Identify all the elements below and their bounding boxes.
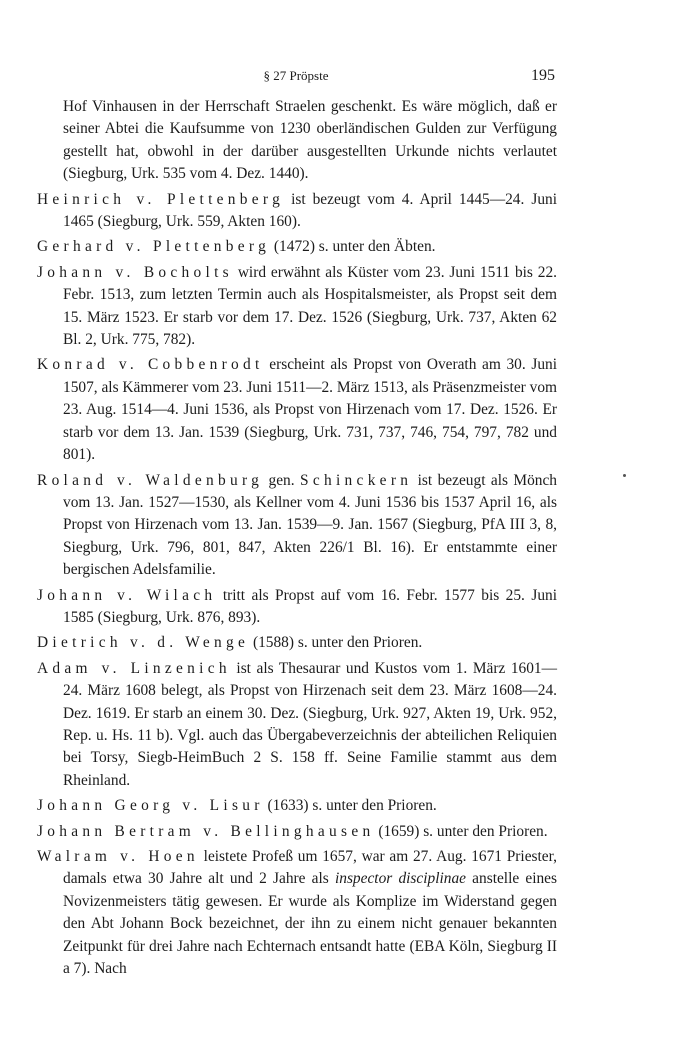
provost-entry bbox=[37, 821, 557, 843]
person-name: Heinrich v. Plettenberg bbox=[37, 190, 285, 208]
person-name: Johann v. Bocholts bbox=[37, 263, 233, 281]
entry-text: (1633) s. unter den Prioren. bbox=[263, 797, 437, 815]
provost-entry bbox=[37, 354, 557, 466]
entry-text: (1588) s. unter den Prioren. bbox=[249, 634, 423, 652]
provost-entry bbox=[37, 632, 557, 654]
provost-entry bbox=[37, 658, 557, 792]
provost-entry bbox=[37, 795, 557, 817]
entry-text: anstelle eines Novizenmeisters tätig gewesen. Er wurde als Komplize im Widerstand gegen den Abt Johann Bock bezeichnet, der ihn zu einem nicht genauer bekannten Zeitpunkt für drei Jahre nach Echternach entsandt hatte (EBA Köln, Siegburg II a 7). Nach bbox=[63, 870, 557, 978]
person-name: Schinckern bbox=[300, 471, 413, 489]
entry-text: (1472) s. unter den Äbten. bbox=[270, 238, 436, 256]
person-name: Dietrich v. d. Wenge bbox=[37, 634, 250, 652]
person-name: Johann Bertram v. Bellinghausen bbox=[37, 822, 375, 840]
entry-text: wird erwähnt als Küster vom 23. Juni 1511 bis 22. Febr. 1513, zum letzten Termin auch als Hospitalsmeister, als Propst seit dem 15. März 1523. Er starb vor dem 17. Dez. 1526 (Siegburg, Urk. 737, Akten 62 Bl. 2, Urk. 775, 782). bbox=[63, 263, 557, 349]
person-name: Johann v. Wilach bbox=[37, 586, 217, 604]
person-name: Walram v. Hoen bbox=[37, 848, 199, 865]
entry-text: ist als Thesaurar und Kustos vom 1. März 1601—24. März 1608 belegt, als Propst von Hirzenach seit dem 23. März 1608—24. Dez. 1619. Er starb an einem 30. Dez. (Siegburg, Urk. 927, Akten 19, Urk. 952, Rep. u. Hs. 11 b). Vgl. auch das Übergabeverzeichnis der abteilichen Reliquien bei Torsy, Siegb-HeimBuch 2 S. 158 ff. Seine Familie stammt aus dem Rheinland. bbox=[63, 659, 557, 789]
person-name: Johann Georg v. Lisur bbox=[37, 797, 264, 815]
provost-entry bbox=[37, 585, 557, 630]
stray-mark bbox=[623, 474, 626, 477]
provost-entry bbox=[37, 846, 557, 980]
entry-text: (1659) s. unter den Prioren. bbox=[374, 822, 548, 840]
provost-entry bbox=[37, 262, 557, 352]
entry-text: Hof Vinhausen in der Herrschaft Straelen geschenkt. Es wäre möglich, daß er seiner Abtei die Kaufsumme von 1230 oberländischen Gulden zur Verfügung gestellt hat, obwohl in der darüber ausgestellten Urkunde nichts verlautet (Siegburg, Urk. 535 vom 4. Dez. 1440). bbox=[63, 98, 557, 183]
entry-text: tritt als Propst auf vom 16. Febr. 1577 bis 25. Juni 1585 (Siegburg, Urk. 876, 893). bbox=[63, 586, 557, 626]
entry-text: leistete Profeß um 1657, war am 27. Aug. 1671 Priester, damals etwa 30 Jahre alt und 2 Jahre als bbox=[63, 848, 557, 888]
provost-entry bbox=[37, 189, 557, 234]
entry-text: gen. bbox=[263, 471, 300, 489]
person-name: Gerhard v. Plettenberg bbox=[37, 238, 271, 256]
entry-text: ist bezeugt vom 4. April 1445—24. Juni 1465 (Siegburg, Urk. 559, Akten 160). bbox=[63, 190, 557, 231]
section-title: § 27 Pröpste bbox=[263, 68, 329, 83]
person-name: Konrad v. Cobbenrodt bbox=[37, 356, 264, 374]
entry-text: erscheint als Propst von Overath am 30. Juni 1507, als Kämmerer vom 23. Juni 1511—2. März 1513, als Präsenzmeister vom 23. Aug. 1514—4. Juni 1536, als Propst von Hirzenach vom 17. Dez. 1526. Er starb vor dem 13. Jan. 1539 (Siegburg, Urk. 731, 737, 746, 754, 797, 782 und 801). bbox=[63, 356, 557, 464]
running-header bbox=[37, 66, 555, 86]
entry-text: ist bezeugt als Mönch vom 13. Jan. 1527—1530, als Kellner vom 4. Juni 1536 bis 1537 April 16, als Propst von Hirzenach vom 13. Jan. 1539—9. Jan. 1567 (Siegburg, PfA III 3, 8, Siegburg, Urk. 796, 801, 847, Akten 226/1 Bl. 16). Er entstammte einer bergischen Adelsfamilie. bbox=[63, 471, 557, 579]
provost-entry bbox=[37, 470, 557, 582]
continued-paragraph bbox=[37, 96, 557, 186]
provost-entry bbox=[37, 236, 557, 258]
latin-term: inspector disciplinae bbox=[334, 870, 466, 888]
person-name: Roland v. Waldenburg bbox=[37, 471, 264, 489]
person-name: Adam v. Linzenich bbox=[37, 659, 231, 677]
text-body bbox=[37, 96, 557, 983]
page-number: 195 bbox=[531, 67, 555, 84]
